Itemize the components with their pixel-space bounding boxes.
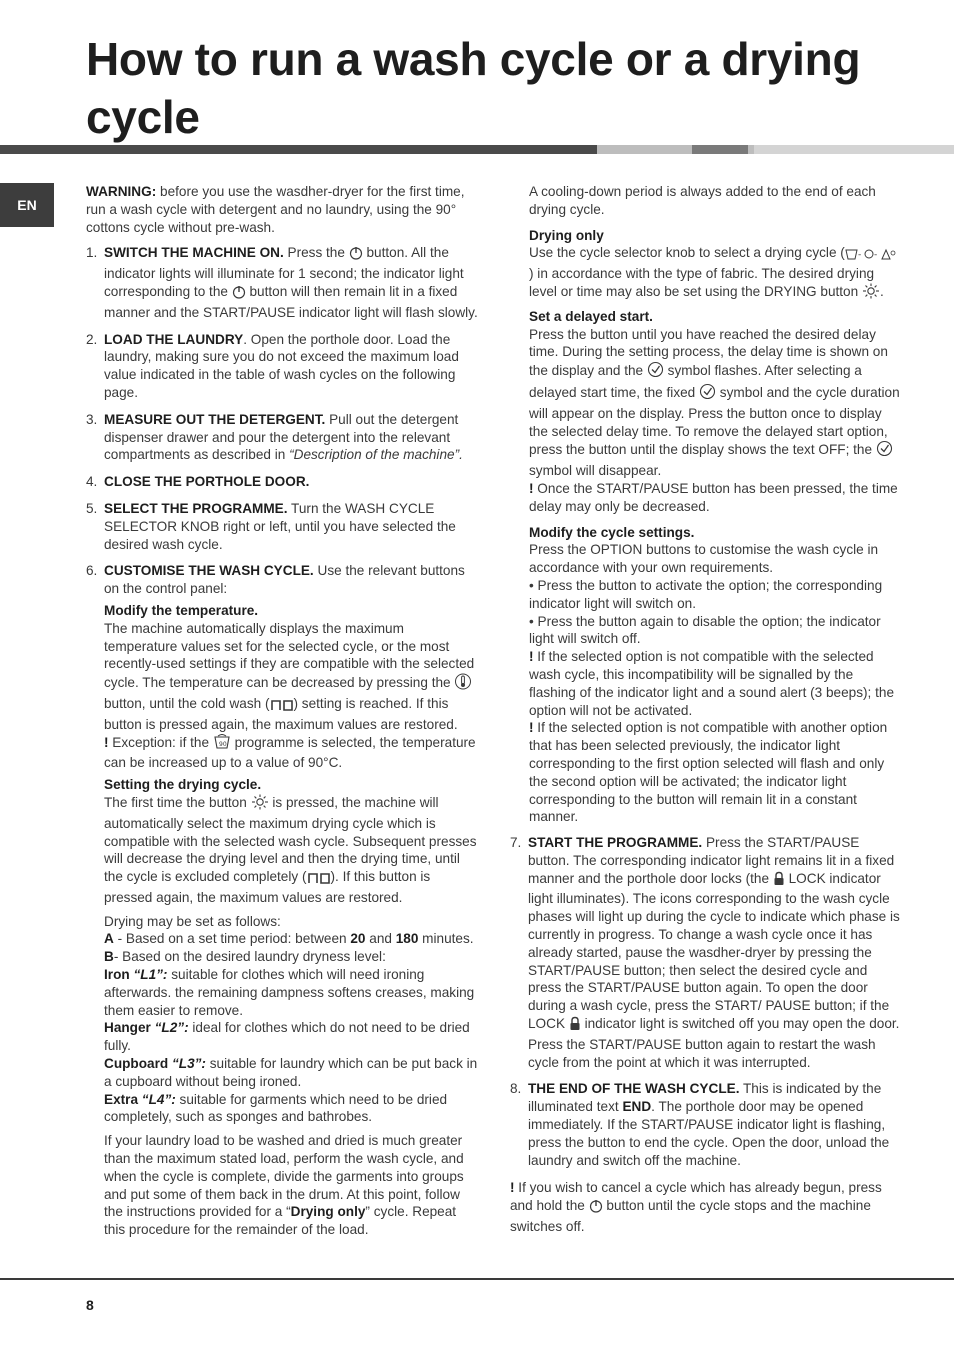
step-start-programme: 7. START THE PROGRAMME. Press the START/PAUSE button. The corresponding indicator light remains lit in a fixed manner and the porthole door locks (the LOCK indicator light illuminates). The icons corresponding to the wash cycle phases will light up during the cycle to indicate which phase is currently in progress. To change a wash cycle once it has already started, pause the wasdher-dryer by pressing the START/PAUSE button; then select the desired cycle and press the START/PAUSE button again. To open the door during a wash cycle, press the START/ PAUSE button; if the LOCK indicator light is switched off you may open the door. Press the START/PAUSE button again to restart the wash cycle from the point at which it was interrupted. [510,835,900,1070]
drying-option-a: A - Based on a set time period: between 20 and 180 minutes. [104,931,474,947]
drying-sun-icon [251,794,269,815]
drying-options-intro: Drying may be set as follows: [104,913,281,929]
header-rule-dark [0,145,597,154]
drying-cycle-text: The first time the button is pressed, the machine will automatically select the maximum drying cycle which is compatible with the selected wash cycle. Subsequent presses will decrease the drying level and then the drying time, until the cycle is excluded completely ( ). If this button is pressed again, the maximum values are restored. [104,794,477,905]
step-measure-detergent: 3. MEASURE OUT THE DETERGENT. Pull out the detergent dispenser drawer and pour the detergent into the relevant compartments as described in “Description of the machine”. [86,411,463,463]
dryness-extra: Extra “L4”: suitable for garments which need to be dried completely, such as sponges and bathrobes. [104,1091,448,1125]
delay-clock-icon [876,440,893,462]
power-icon [349,246,363,265]
right-column [510,183,902,1244]
power-icon [232,285,246,304]
step-select-programme: 5. SELECT THE PROGRAMME. Turn the WASH CYCLE SELECTOR KNOB right or left, until you have selected the desired wash cycle. [86,500,456,552]
delayed-start-warning: ! Once the START/PAUSE button has been pressed, the time delay may only be decreased. [529,480,898,514]
lock-icon [569,1016,581,1036]
steps-list-continued [510,834,902,1169]
thermometer-icon [454,673,472,695]
delay-clock-icon [647,361,664,383]
page-number: 8 [86,1297,94,1313]
drying-off-icon [307,871,331,889]
drying-sun-icon [862,283,880,304]
delayed-start-text: Press the button until you have reached the desired delay time. During the setting process, the delay time is shown on the display and the symbol flashes. After selecting a delayed start time, the fixed symbol and the cycle duration will appear on the display. Press the button once to display the selected delay time. To remove the delayed start option, press the button until the display shows the text OFF; the symbol will disappear. [529,326,900,479]
power-icon [589,1199,603,1218]
delayed-start-heading: Set a delayed start. [529,308,653,324]
warning-text: before you use the wasdher-dryer for the first time, run a wash cycle with detergent and no laundry, using the 90° cottons cycle without pre-wash. [86,184,465,235]
option-incompatible-cycle: ! If the selected option is not compatible with the selected wash cycle, this incompatibility will be signalled by the flashing of the indicator light and a sound alert (3 beeps); the option will not be activated. [529,649,895,718]
page-title: How to run a wash cycle or a drying cycle [86,33,861,143]
steps-list [86,244,478,1239]
step-end-of-cycle: 8. THE END OF THE WASH CYCLE. This is indicated by the illuminated text END. The porthole door may be opened immediately. If the START/PAUSE indicator light is flashing, press the button to end the cycle. Open the door, unload the laundry and switch off the machine. [510,1081,890,1168]
svg-text:-: - [857,250,862,261]
drying-programmes-icon [845,247,899,265]
step-customise-cycle: 6. CUSTOMISE THE WASH CYCLE. Use the relevant buttons on the control panel: Modify the temperature. The machine automatically displays the maximum temperature values set for the selected cycle, or the most recently-used settings if they are compatible with the selected cycle. The temperature can be decreased by pressing the button, until the cold wash ( ) setting is reached. If this button is pressed again, the maximum values are restored. ! Exception: if the 90 programme is selected, the temperature can be increased up to a value of 90°C. Setting the drying cycle. The first time the button is pressed, the machine will automatically select the maximum drying cycle which is compatible with the selected wash cycle. Subsequent presses will decrease the drying level and then the drying time, until the cycle is excluded completely ( ). If this button is pressed again, the maximum values are restored. Drying may be set as follows: A - Based on a set time period: between 20 and 180 minutes. B- Based on the desired laundry dryness level: Iron “L1”: suitable for clothes which will need ironing afterwards. the remaining dampness softens creases, making them easier to remove. Hanger “L2”: ideal for clothes which do not need to be dried fully. Cupboard “L3”: suitable for laundry which can be put back in a cupboard without being ironed. Extra “L4”: suitable for garments which need to be dried completely, such as sponges and bathrobes. If your laundry load to be washed and dried is much greater than the maximum stated load, perform the wash cycle, and when the cycle is complete, divide the garments into groups and put some of them back in the drum. At this point, follow the instructions provided for a “Drying only” cycle. Repeat this procedure for the remainder of the load. [86,563,478,1238]
lock-icon [773,871,785,891]
modify-temperature-heading: Modify the temperature. [104,602,259,618]
step-switch-on: 1. SWITCH THE MACHINE ON. Press the button. All the indicator lights will illuminate for 1 second; the indicator light corresponding to the button will then remain lit in a fixed manner and the START/PAUSE indicator light will flash slowly. [86,245,478,320]
drying-only-heading: Drying only [529,227,604,243]
cold-wash-icon [270,698,294,716]
modify-settings-heading: Modify the cycle settings. [529,524,695,540]
header-rule-light [597,145,692,154]
modify-temperature-text: The machine automatically displays the maximum temperature values set for the selected cycle, or the most recently-used settings if they are compatible with the selected cycle. The temperature can be decreased by pressing the button, until the cold wash ( ) setting is reached. If this button is pressed again, the maximum values are restored. [104,620,475,732]
option-activate-note: • Press the button to activate the option; the corresponding indicator light will switch on. [529,577,883,611]
drying-cycle-heading: Setting the drying cycle. [104,777,262,793]
header-rule-pale [754,145,954,154]
dryness-hanger: Hanger “L2”: ideal for clothes which do not need to be dried fully. [104,1020,470,1054]
dryness-iron: Iron “L1”: suitable for clothes which will need ironing afterwards. the remaining dampness softens creases, making them easier to remove. [104,967,475,1018]
wool-programme-icon [213,734,231,755]
svg-text:-: - [873,250,878,261]
modify-settings-text: Press the OPTION buttons to customise the wash cycle in accordance with your own requirements. [529,542,879,576]
warning-paragraph [86,183,478,236]
svg-text:90: 90 [218,740,227,748]
right-sub-sections [510,227,902,827]
left-column [86,183,478,1248]
dryness-cupboard: Cupboard “L3”: suitable for laundry which can be put back in a cupboard without being ironed. [104,1056,478,1089]
step-close-door: 4. CLOSE THE PORTHOLE DOOR. [86,474,310,490]
footer-rule [0,1278,954,1280]
exception-note: ! Exception: if the 90 programme is selected, the temperature can be increased up to a value of 90°C. [104,734,476,771]
drying-option-b: B- Based on the desired laundry dryness level: [104,949,386,965]
language-tab: EN [0,183,54,227]
option-incompatible-option: ! If the selected option is not compatible with another option that has been selected previously, the indicator light corresponding to the first option selected will flash and only the second option will be activated; the indicator light corresponding to the button will remain lit in a constant manner. [529,720,888,825]
cancel-cycle-note: ! If you wish to cancel a cycle which has already begun, press and hold the button until the cycle stops and the machine switches off. [510,1180,882,1235]
cooling-note: A cooling-down period is always added to the end of each drying cycle. [529,184,876,217]
header-rule-mid [692,145,748,154]
drying-only-text: Use the cycle selector knob to select a drying cycle ( - - ) in accordance with the type of fabric. The desired drying level or time may also be set using the DRYING button . [529,244,902,303]
delay-clock-icon [699,383,716,405]
warning-label: WARNING: [86,184,157,199]
step-load-laundry: 2. LOAD THE LAUNDRY. Open the porthole door. Load the laundry, making sure you do not exceed the maximum load value indicated in the table of wash cycles on the following page. [86,331,459,400]
large-load-note: If your laundry load to be washed and dried is much greater than the maximum stated load, perform the wash cycle, and when the cycle is complete, divide the garments into groups and put some of them back in the drum. At this point, follow the instructions provided for a “Drying only” cycle. Repeat this procedure for the remainder of the load. [104,1133,464,1238]
option-disable-note: • Press the button again to disable the option; the indicator light will switch off. [529,613,881,647]
